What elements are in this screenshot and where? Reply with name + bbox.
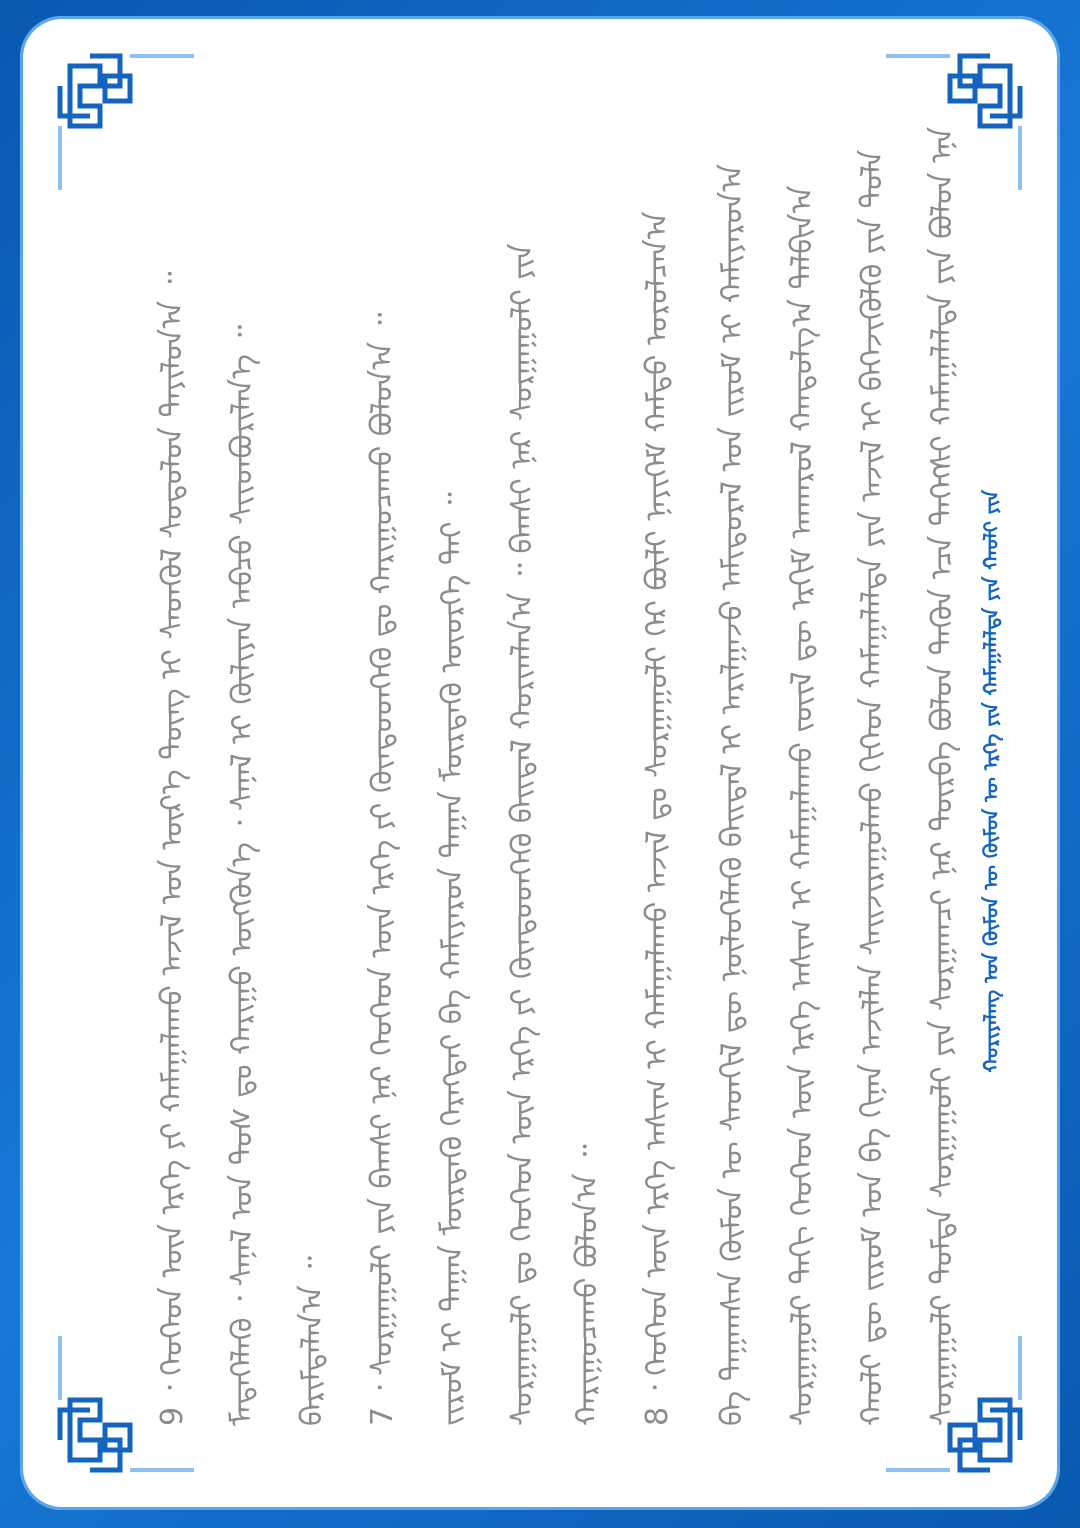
text-line: 9 ᠂ ᠬᠡᠦᠬᠡᠳ ᠦᠨ ᠡᠷᠬᠡ ᠶᠢ ᠬᠠᠮᠠᠭᠠᠯᠠᠬᠤ ᠠᠵᠢᠯ ᠤᠨ ᠦᠷ᠎ᠡ ᠳᠦᠩ ᠢ ᠰᠡᠳᠬᠦᠯ ᠰᠤᠳᠤᠯᠤᠨ ᠲᠠᠶᠢᠯᠤᠨ᠎ᠠ ᠃ <box>154 271 190 1426</box>
text-column <box>844 126 900 1426</box>
text-column <box>559 126 615 1426</box>
body-text <box>130 126 970 1436</box>
text-line: ᠰᠤᠷᠭᠠᠭᠤᠯᠢ ᠳᠤ ᠬᠡᠦᠬᠡᠳ ᠦᠨ ᠡᠷᠬᠡ ᠶᠢ ᠬᠦᠨᠳᠦᠳᠬᠡᠬᠦ ᠪᠠᠢᠳᠠᠯ ᠬᠣᠷᠢᠭᠯᠠᠨ᠎ᠠ ᠃ ᠪᠠᠭᠰᠢ ᠨᠠᠷ ᠰᠤᠷᠭᠠᠭᠤᠯᠢ ᠶᠢᠨ <box>504 243 540 1426</box>
text-line: ᠮᠡᠳᠡᠭᠡᠯᠡᠬᠦ ᠂ ᠰᠠᠨᠠᠯ ᠤᠨ ᠲᠤᠰ ᠳᠤ ᠬᠠᠷᠢᠭᠤ ᠦᠭᠭᠦᠨ᠎ᠡ ᠂ ᠰᠠᠨᠠᠯ ᠢ ᠬᠦᠯᠢᠶᠡᠨ ᠠᠪᠴᠤ ᠰᠢᠢᠳᠪᠦᠷᠢᠯᠡᠨ᠎ᠡ ᠃ <box>224 324 260 1426</box>
text-line: ᠪᠠᠷᠢᠮᠲᠠᠯᠠᠨ᠎ᠠ ᠃ <box>294 1256 330 1426</box>
text-line: ᠵᠢᠷᠤᠮ ᠢ ᠳᠠᠭᠠᠨ ᠮᠦᠷᠳᠡᠬᠦ ᠬᠡᠷᠡᠭᠲᠡᠢ ᠪᠠ ᠬᠠᠮᠢᠶᠠᠷᠤᠨ ᠳᠠᠭᠠᠨ ᠮᠦᠷᠳᠡᠬᠦ ᠦᠦᠷᠭᠡ ᠲᠡᠢ ᠃ <box>434 492 470 1426</box>
text-line: ᠰᠤᠷᠭᠠᠭᠤᠯᠢ ᠳᠠᠬᠢ ᠬᠡᠦᠬᠡᠳ ᠦᠨ ᠡᠷᠬᠡ ᠠᠰᠢᠭ ᠢ ᠬᠠᠮᠠᠭᠠᠯᠠᠬᠤ ᠵᠦᠢᠯ ᠳᠦ ᠡᠷᠬᠢᠮ ᠠᠨᠬᠠᠷᠤᠯ ᠬᠠᠨᠳᠤᠯᠭ᠎ᠠ ᠲᠠᠯᠪᠢᠨ᠎ᠠ <box>784 185 820 1426</box>
text-column <box>144 126 200 1426</box>
text-column <box>914 126 970 1426</box>
text-column <box>214 126 270 1426</box>
text-line: ᠪᠠ ᠳᠠᠭᠠᠭᠰᠠᠨ ᠬᠦᠮᠦᠨ ᠦ ᠰᠡᠳᠬᠢᠯ ᠳᠦ ᠨᠦᠯᠦᠭᠡᠯᠡᠬᠦ ᠪᠠᠢᠳᠠᠯ ᠢ ᠠᠷᠢᠯᠭᠠᠵᠤ ᠠᠮᠢᠳᠤᠷᠠᠯ ᠤᠨ ᠵᠢᠷᠤᠮ ᠢ ᠬᠠᠮᠢᠶᠠᠷᠤᠨ᠎ᠠ <box>714 163 750 1426</box>
text-column <box>629 126 685 1426</box>
text-line: ᠬᠠᠷᠢᠭᠤᠴᠠᠬᠤ ᠪᠣᠯᠤᠨ᠎ᠠ ᠃ <box>569 1144 605 1426</box>
text-line: ᠰᠤᠷᠭᠠᠭᠤᠯᠢ ᠳᠤᠮᠳᠠ ᠰᠤᠷᠭᠠᠭᠤᠯᠢ ᠶᠢᠨ ᠰᠤᠷᠭᠠᠭᠴᠢ ᠨᠠᠷ ᠳᠦᠷᠪᠡ ᠪᠤᠯᠤᠨ ᠲᠡᠭᠦᠨ ᠡᠴᠡ ᠳᠡᠭᠡᠭᠰᠢ ᠬᠠᠮᠠᠭᠠᠯᠠᠯᠲᠠ ᠶᠢᠨ ᠪᠤᠯᠤᠨ ᠡᠨᠡ <box>924 126 960 1426</box>
text-column <box>494 126 550 1426</box>
text-column <box>774 126 830 1426</box>
title-column <box>968 136 1012 1426</box>
text-column <box>424 126 480 1426</box>
text-column <box>704 126 760 1426</box>
content-card <box>20 16 1060 1510</box>
text-line: 7 ᠂ ᠰᠤᠷᠭᠠᠭᠤᠯᠢ ᠶᠢᠨ ᠪᠠᠭᠰᠢ ᠨᠠᠷ ᠬᠡᠦᠬᠡᠳ ᠦᠨ ᠡᠷᠬᠡ ᠶᠢ ᠬᠦᠨᠳᠦᠳᠬᠡᠬᠦ ᠳᠤ ᠬᠠᠷᠢᠭᠤᠴᠠᠬᠤ ᠪᠣᠯᠤᠨ᠎ᠠ ᠃ <box>364 312 400 1426</box>
page-title: ᠬᠤᠷᠢᠶᠠᠯᠠᠩ ᠤᠨ ᠬᠦᠮᠦᠨ ᠦ ᠬᠦᠮᠦᠨ ᠦ ᠡᠷᠬᠡ ᠶᠢᠨ ᠬᠠᠮᠠᠭᠠᠯᠠᠯᠲᠠ ᠶᠢᠨ ᠬᠠᠤᠯᠢ ᠶᠢᠨ <box>978 489 1003 1073</box>
text-line: 8 ᠂ ᠬᠡᠦᠬᠡᠳ ᠦᠨ ᠡᠷᠬᠡ ᠠᠰᠢᠭ ᠢ ᠬᠠᠮᠠᠭᠠᠯᠠᠬᠤ ᠠᠵᠢᠯ ᠳᠤ ᠰᠤᠷᠭᠠᠭᠤᠯᠢ ᠭᠡᠷ ᠪᠦᠯᠢ ᠨᠡᠶᠢᠭᠡᠮ ᠬᠠᠮᠲᠤ ᠣᠷᠤᠯᠴᠠᠨ᠎ᠠ <box>639 211 675 1426</box>
text-line: ᠬᠠᠤᠯᠢ ᠳᠦ ᠵᠢᠷᠤᠮ ᠤᠨ ᠪᠠ ᠬᠢᠨᠠᠨ ᠠᠵᠢᠯᠯᠠᠨ ᠰᠠᠢᠵᠢᠷᠠᠭᠤᠯᠬᠤ ᠬᠢᠭᠡᠳ ᠬᠠᠮᠠᠭᠠᠯᠠᠯᠲᠠ ᠶᠢᠨ ᠠᠵᠢᠯ ᠢ ᠪᠡᠬᠡᠵᠢᠭᠦᠯᠬᠦ ᠶᠢᠨ ᠲᠤᠯᠠ <box>854 149 890 1426</box>
text-column <box>284 126 340 1426</box>
text-column <box>354 126 410 1426</box>
